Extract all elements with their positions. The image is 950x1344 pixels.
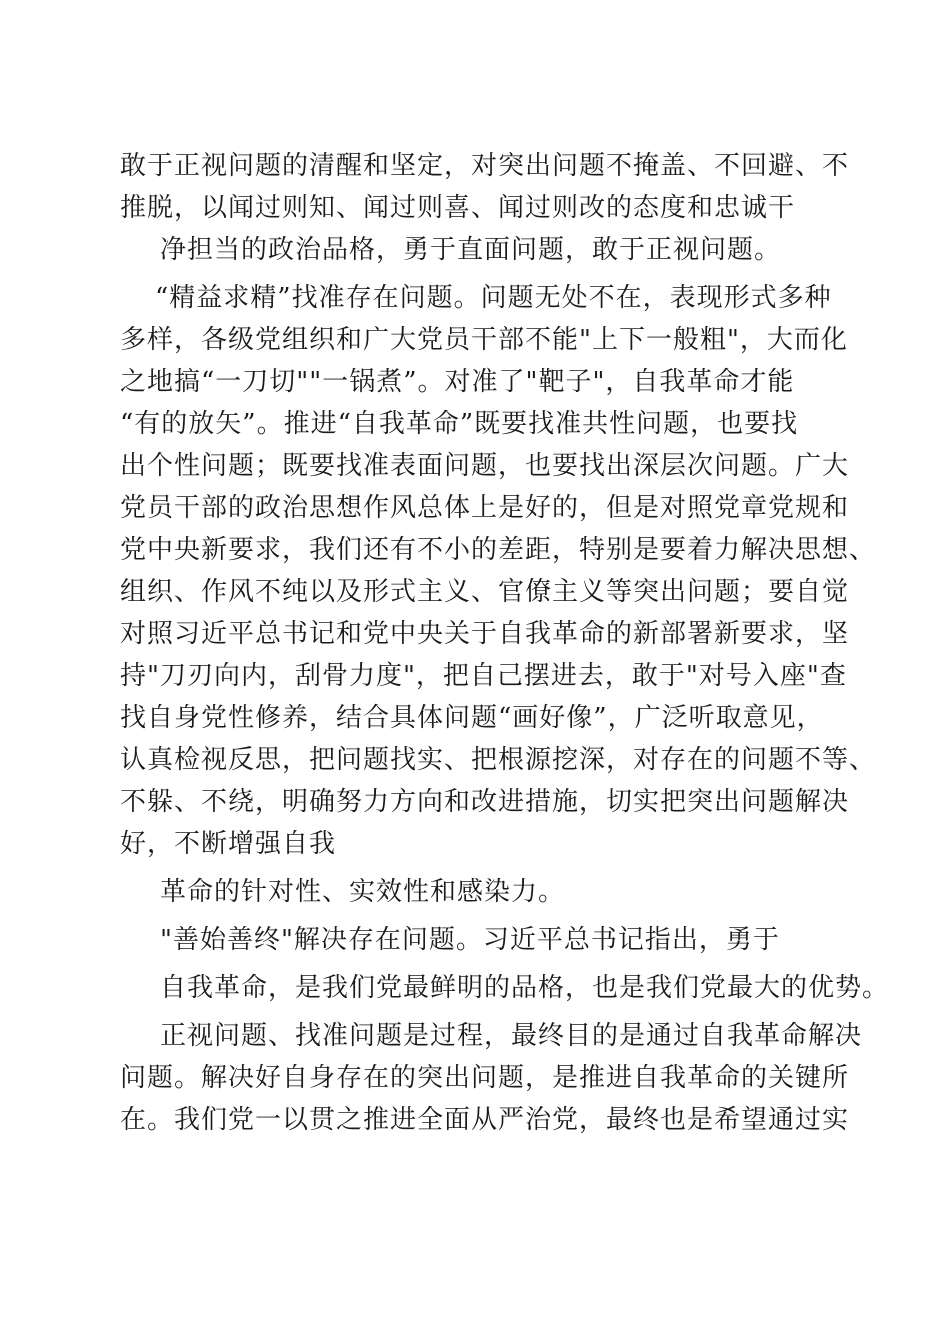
text-line: "善始善终"解决存在问题。习近平总书记指出，勇于 bbox=[160, 925, 780, 955]
text-line: 认真检视反思，把问题找实、把根源挖深，对存在的问题不等、 bbox=[120, 745, 877, 775]
text-line: 在。我们党一以贯之推进全面从严治党，最终也是希望通过实 bbox=[120, 1105, 850, 1135]
text-line: 敢于正视问题的清醒和坚定，对突出问题不掩盖、不回避、不 bbox=[120, 151, 850, 181]
text-line: “精益求精”找准存在问题。问题无处不在，表现形式多种 bbox=[155, 283, 832, 313]
text-line: 正视问题、找准问题是过程，最终目的是通过自我革命解决 bbox=[160, 1021, 863, 1051]
text-line: 自我革命，是我们党最鲜明的品格，也是我们党最大的优势。 bbox=[160, 973, 890, 1003]
text-line: “有的放矢”。推进“自我革命”既要找准共性问题，也要找 bbox=[120, 409, 799, 439]
text-line: 组织、作风不纯以及形式主义、官僚主义等突出问题；要自觉 bbox=[120, 577, 850, 607]
text-line: 革命的针对性、实效性和感染力。 bbox=[160, 877, 566, 907]
text-line: 对照习近平总书记和党中央关于自我革命的新部署新要求，坚 bbox=[120, 619, 850, 649]
text-line: 多样，各级党组织和广大党员干部不能"上下一般粗"，大而化 bbox=[120, 325, 848, 355]
text-line: 之地搞“一刀切""一锅煮”。对准了"靶子"，自我革命才能 bbox=[120, 367, 795, 397]
text-line: 持"刀刃向内，刮骨力度"，把自己摆进去，敢于"对号入座"查 bbox=[120, 661, 847, 691]
text-line: 好，不断增强自我 bbox=[120, 829, 337, 859]
text-line: 推脱，以闻过则知、闻过则喜、闻过则改的态度和忠诚干 bbox=[120, 193, 796, 223]
text-line: 党中央新要求，我们还有不小的差距，特别是要着力解决思想、 bbox=[120, 535, 877, 565]
text-line: 净担当的政治品格，勇于直面问题，敢于正视问题。 bbox=[160, 235, 782, 265]
text-line: 党员干部的政治思想作风总体上是好的，但是对照党章党规和 bbox=[120, 493, 850, 523]
text-line: 问题。解决好自身存在的突出问题，是推进自我革命的关键所 bbox=[120, 1063, 850, 1093]
text-line: 不躲、不绕，明确努力方向和改进措施，切实把突出问题解决 bbox=[120, 787, 850, 817]
text-line: 出个性问题；既要找准表面问题，也要找出深层次问题。广大 bbox=[120, 451, 850, 481]
text-line: 找自身党性修养，结合具体问题“画好像”，广泛听取意见， bbox=[120, 703, 824, 733]
